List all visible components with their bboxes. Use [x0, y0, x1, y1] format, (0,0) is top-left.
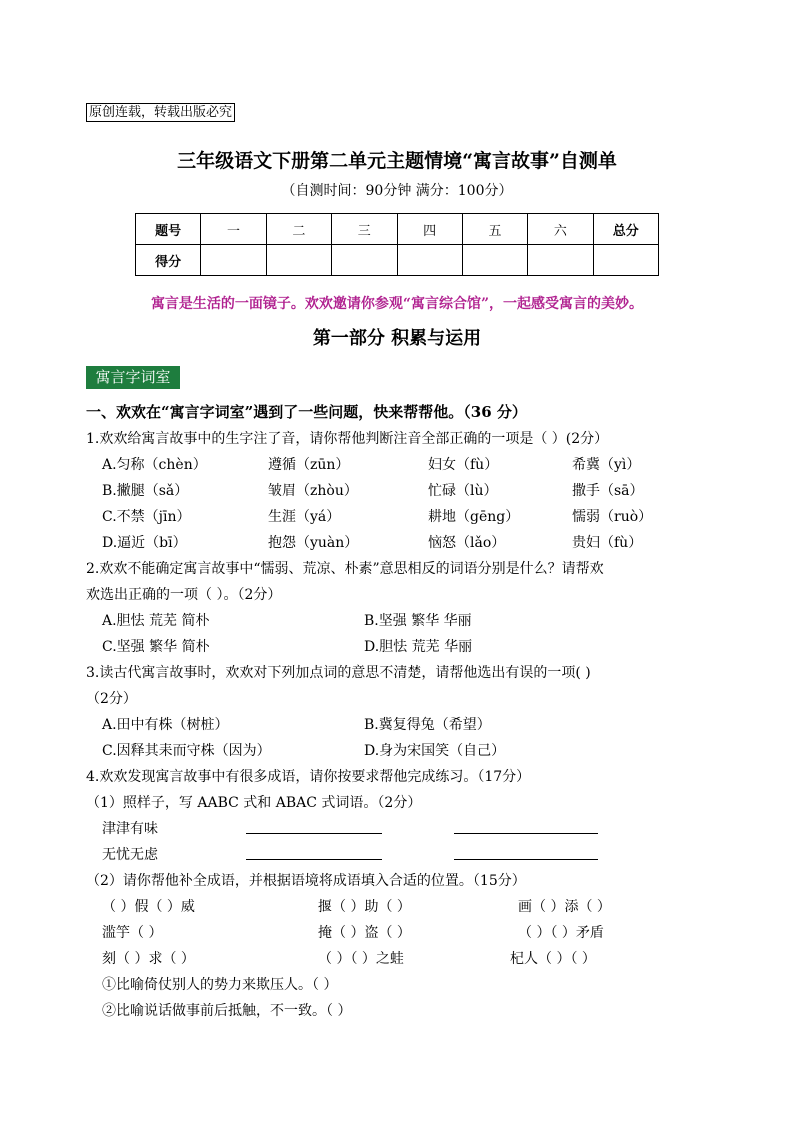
copyright-notice: 原创连载，转载出版必究 — [86, 103, 235, 122]
intro-text: 寓言是生活的一面镜子。欢欢邀请你参观“寓言综合馆”，一起感受寓言的美妙。 — [150, 296, 644, 312]
q3-option: A.田中有株（树桩） — [102, 717, 229, 733]
idiom-item: 杞人（ ）（ ） — [510, 951, 596, 967]
part-title: 第一部分 积累与运用 — [312, 328, 482, 349]
q3-option: D.身为宋国笑（自己） — [364, 743, 506, 759]
answer-blank[interactable] — [454, 859, 598, 860]
score-cell[interactable] — [397, 245, 462, 276]
page-title: 三年级语文下册第二单元主题情境“寓言故事”自测单 — [177, 150, 617, 172]
answer-blank[interactable] — [454, 833, 598, 834]
idiom-item: 揠（ ）助（ ） — [318, 899, 411, 915]
question-2-stem-cont: 欢选出正确的一项（ ）。（2分） — [86, 587, 282, 603]
q1-option: C.不禁（jīn） — [102, 509, 191, 525]
question-2-stem: 2.欢欢不能确定寓言故事中“懦弱、荒凉、朴素”意思相反的词语分别是什么？请帮欢 — [86, 561, 604, 577]
score-row-label: 得分 — [136, 245, 201, 276]
idiom-item: 滥竽（ ） — [102, 925, 163, 941]
q1-option: D.逼近（bī） — [102, 535, 187, 551]
q3-option: C.因释其耒而守株（因为） — [102, 743, 271, 759]
q1-option: 抱怨（yuàn） — [268, 535, 359, 551]
exam-info: （自测时间：90分钟 满分：100分） — [281, 183, 513, 199]
score-header-cell: 三 — [332, 214, 397, 245]
q1-option: 妇女（fù） — [428, 457, 499, 473]
idiom-item: 刻（ ）求（ ） — [102, 951, 195, 967]
q2-option: D.胆怯 荒芜 华丽 — [364, 639, 473, 655]
score-cell[interactable] — [462, 245, 527, 276]
q3-option: B.冀复得兔（希望） — [364, 717, 491, 733]
idiom-item: （ ）（ ）之蛙 — [318, 951, 404, 967]
q1-option: 耕地（gēng） — [428, 509, 520, 525]
score-header-cell: 一 — [201, 214, 266, 245]
q1-option: B.撇腿（sǎ） — [102, 483, 189, 499]
score-header-cell: 四 — [397, 214, 462, 245]
question-1-stem: 1.欢欢给寓言故事中的生字注了音，请你帮他判断注音全部正确的一项是（ ）(2分） — [86, 431, 609, 447]
q4-example: 津津有味 — [102, 821, 158, 837]
q1-option: 恼怒（lǎo） — [428, 535, 506, 551]
q2-option: B.坚强 繁华 华丽 — [364, 613, 472, 629]
idiom-item: （ ）（ ）矛盾 — [518, 925, 604, 941]
question-4-stem: 4.欢欢发现寓言故事中有很多成语，请你按要求帮他完成练习。（17分） — [86, 769, 531, 785]
q4-sub2: （2）请你帮他补全成语，并根据语境将成语填入合适的位置。（15分） — [86, 873, 526, 889]
question-3-stem-cont: （2分） — [86, 691, 137, 707]
score-header-cell: 总分 — [593, 214, 658, 245]
score-cell[interactable] — [201, 245, 266, 276]
score-header-cell: 题号 — [136, 214, 201, 245]
idiom-item: 画（ ）添（ ） — [518, 899, 611, 915]
score-header-cell: 六 — [528, 214, 593, 245]
q1-option: A.匀称（chèn） — [102, 457, 207, 473]
score-cell[interactable] — [593, 245, 658, 276]
q1-option: 生涯（yá） — [268, 509, 341, 525]
q1-option: 懦弱（ruò） — [572, 509, 653, 525]
score-header-cell: 二 — [266, 214, 331, 245]
q1-option: 贵妇（fù） — [572, 535, 643, 551]
score-header-cell: 五 — [462, 214, 527, 245]
q2-option: C.坚强 繁华 简朴 — [102, 639, 210, 655]
q1-option: 忙碌（lù） — [428, 483, 498, 499]
q4-sub1: （1）照样子，写 AABC 式和 ABAC 式词语。（2分） — [86, 795, 422, 811]
section-heading: 一、欢欢在“寓言字词室”遇到了一些问题，快来帮帮他。（36 分） — [86, 403, 527, 421]
score-table-header-row — [136, 214, 659, 245]
fill-in-item: ①比喻倚仗别人的势力来欺压人。（ ） — [102, 977, 338, 993]
score-table-score-row — [136, 245, 659, 276]
score-table — [135, 213, 659, 276]
idiom-item: 掩（ ）盗（ ） — [318, 925, 411, 941]
fill-in-item: ②比喻说话做事前后抵触，不一致。（ ） — [102, 1003, 352, 1019]
score-cell[interactable] — [332, 245, 397, 276]
score-cell[interactable] — [266, 245, 331, 276]
q2-option: A.胆怯 荒芜 简朴 — [102, 613, 210, 629]
idiom-item: （ ）假（ ）威 — [102, 899, 195, 915]
answer-blank[interactable] — [246, 859, 382, 860]
section-banner: 寓言字词室 — [86, 366, 180, 389]
q1-option: 皱眉（zhòu） — [268, 483, 358, 499]
score-cell[interactable] — [528, 245, 593, 276]
question-3-stem: 3.读古代寓言故事时，欢欢对下列加点词的意思不清楚，请帮他选出有误的一项( ) — [86, 665, 591, 681]
q1-option: 希冀（yì） — [572, 457, 641, 473]
q4-example: 无忧无虑 — [102, 847, 158, 863]
q1-option: 遵循（zūn） — [268, 457, 350, 473]
q1-option: 撒手（sā） — [572, 483, 644, 499]
answer-blank[interactable] — [246, 833, 382, 834]
